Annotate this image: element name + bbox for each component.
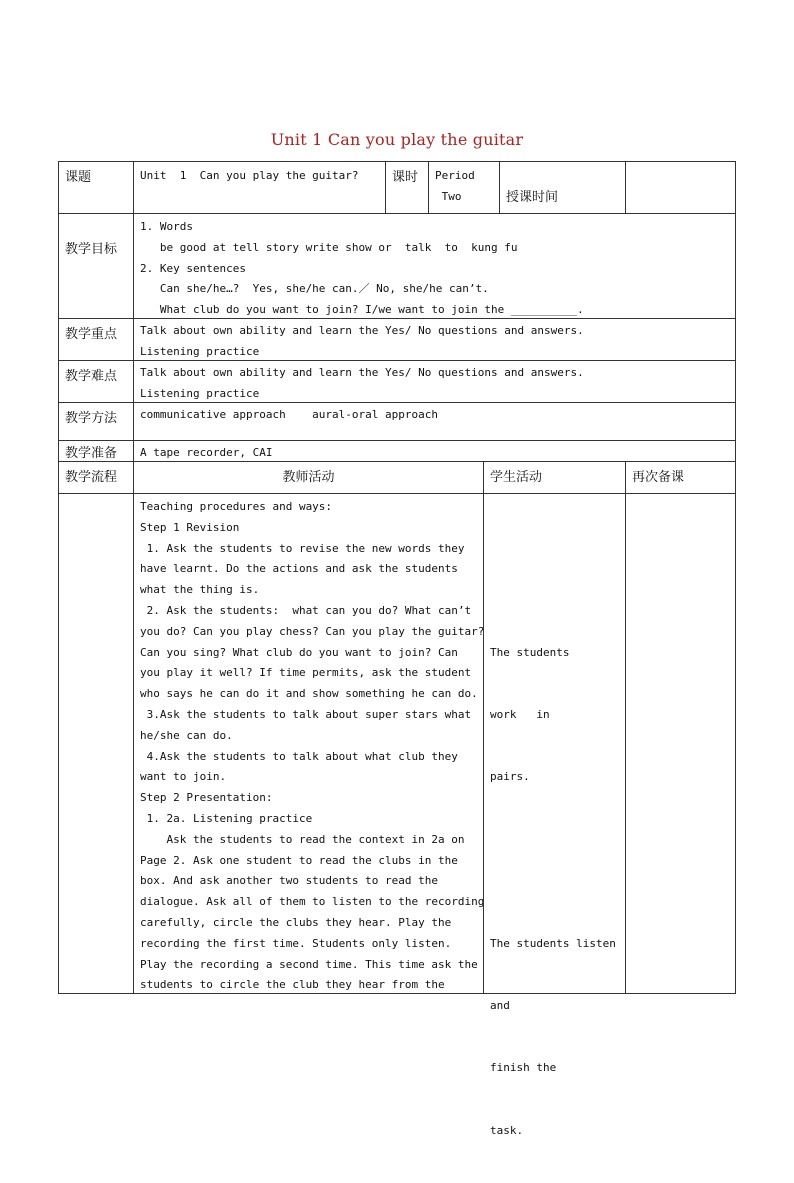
student-line: and — [490, 998, 510, 1012]
goal-line: be good at tell story write show or talk to kung fu — [140, 240, 518, 254]
key-point-line: Listening practice — [140, 344, 260, 358]
methods-label: 教学方法 — [58, 402, 134, 441]
teacher-line: 3.Ask the students to talk about super stars what — [140, 707, 472, 721]
difficulties-label: 教学难点 — [58, 360, 134, 403]
goals-content — [133, 213, 736, 319]
goal-line: Can she/he…? Yes, she/he can.／ No, she/he can’t. — [140, 282, 489, 296]
goal-line: 2. Key sentences — [140, 261, 246, 275]
student-line: pairs. — [490, 770, 530, 784]
teacher-header: 教师活动 — [133, 461, 484, 494]
period-value-line1: Period — [435, 169, 475, 182]
teacher-line: what the thing is. — [140, 583, 260, 597]
teacher-line: Ask the students to read the context in 2a on — [140, 832, 465, 846]
prep-column — [625, 493, 736, 994]
teacher-line: 1. 2a. Listening practice — [140, 811, 313, 825]
key-points-content — [133, 318, 736, 361]
difficulty-line: Talk about own ability and learn the Yes/ No questions and answers. — [140, 366, 584, 379]
student-line: work in — [490, 707, 550, 721]
student-line: The students listen — [490, 936, 616, 950]
goal-line: What club do you want to join? I/we want to join the __________. — [140, 303, 584, 317]
teacher-line: Step 1 Revision — [140, 520, 240, 534]
student-line: The students — [490, 645, 570, 659]
time-value — [625, 161, 736, 214]
time-label: 授课时间 — [499, 161, 626, 214]
key-point-line: Talk about own ability and learn the Yes/ No questions and answers. — [140, 324, 584, 337]
student-block — [490, 892, 616, 1183]
teacher-line: 2. Ask the students: what can you do? What can’t — [140, 603, 472, 617]
teacher-line: want to join. — [140, 770, 227, 784]
teacher-activities — [133, 493, 484, 994]
goal-line: 1. Words — [140, 220, 193, 233]
goals-label: 教学目标 — [58, 213, 134, 319]
student-header: 学生活动 — [483, 461, 626, 494]
teacher-line: he/she can do. — [140, 728, 233, 742]
teacher-line: you do? Can you play chess? Can you play the guitar? — [140, 624, 485, 638]
teacher-line: Step 2 Presentation: — [140, 791, 273, 805]
methods-value: communicative approach aural-oral approach — [133, 402, 736, 441]
difficulty-line: Listening practice — [140, 386, 260, 400]
period-label: 课时 — [385, 161, 429, 214]
teacher-line: recording the first time. Students only listen. — [140, 936, 452, 950]
student-line: task. — [490, 1123, 524, 1137]
teacher-line: box. And ask another two students to read the — [140, 874, 439, 888]
process-column — [58, 493, 134, 994]
student-block — [490, 601, 569, 830]
prep-header: 再次备课 — [625, 461, 736, 494]
process-header: 教学流程 — [58, 461, 134, 494]
teacher-line: 4.Ask the students to talk about what club they — [140, 749, 458, 763]
difficulties-content — [133, 360, 736, 403]
teacher-line: carefully, circle the clubs they hear. Play the — [140, 915, 452, 929]
topic-value: Unit 1 Can you play the guitar? — [133, 161, 386, 214]
teacher-line: Play the recording a second time. This time ask the — [140, 957, 478, 971]
teacher-line: you play it well? If time permits, ask the student — [140, 666, 472, 680]
preparation-value: A tape recorder, CAI — [133, 440, 736, 462]
student-activities — [483, 493, 626, 1137]
key-points-label: 教学重点 — [58, 318, 134, 361]
page-title: Unit 1 Can you play the guitar — [270, 130, 524, 149]
teacher-line: Can you sing? What club do you want to join? Can — [140, 645, 458, 659]
period-value-line2: Two — [435, 189, 462, 203]
student-line: finish the — [490, 1061, 557, 1075]
teacher-line: who says he can do it and show something he can do. — [140, 687, 478, 701]
teacher-line: have learnt. Do the actions and ask the students — [140, 562, 458, 576]
period-value — [428, 161, 500, 214]
preparation-label: 教学准备 — [58, 440, 134, 462]
teacher-line: Teaching procedures and ways: — [140, 500, 333, 513]
topic-label: 课题 — [58, 161, 134, 214]
teacher-line: 1. Ask the students to revise the new words they — [140, 541, 465, 555]
teacher-line: Page 2. Ask one student to read the clubs in the — [140, 853, 458, 867]
teacher-line: students to circle the club they hear from the — [140, 978, 445, 992]
teacher-line: dialogue. Ask all of them to listen to the recording — [140, 895, 485, 909]
